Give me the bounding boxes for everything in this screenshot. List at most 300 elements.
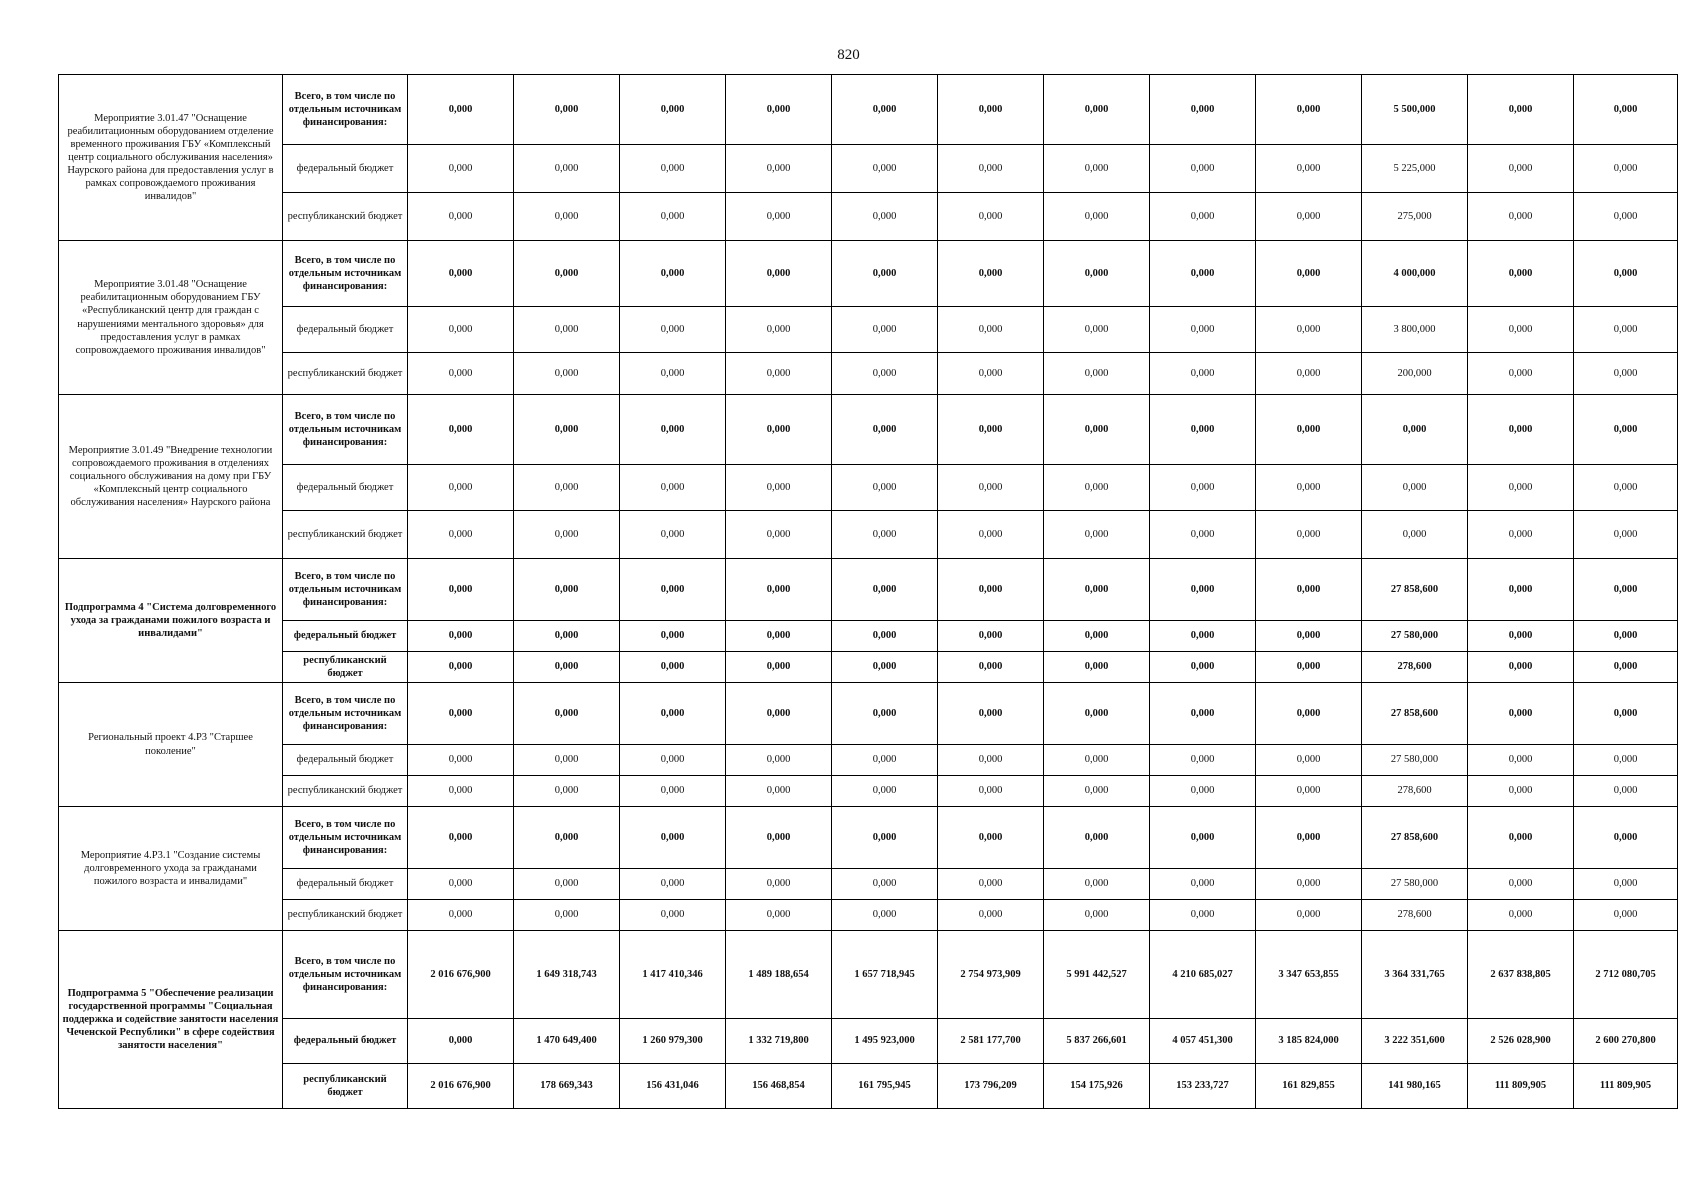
amount-cell: 278,600 (1362, 652, 1468, 683)
amount-cell: 0,000 (1256, 145, 1362, 193)
amount-cell: 3 364 331,765 (1362, 931, 1468, 1019)
amount-cell: 0,000 (1044, 145, 1150, 193)
amount-cell: 0,000 (1150, 621, 1256, 652)
amount-cell: 0,000 (832, 745, 938, 776)
amount-cell: 0,000 (938, 776, 1044, 807)
amount-cell: 0,000 (408, 776, 514, 807)
amount-cell: 0,000 (514, 241, 620, 307)
amount-cell: 2 581 177,700 (938, 1019, 1044, 1064)
page-number: 820 (837, 47, 860, 63)
amount-cell: 0,000 (1044, 511, 1150, 559)
amount-cell: 3 185 824,000 (1256, 1019, 1362, 1064)
amount-cell: 0,000 (1044, 193, 1150, 241)
amount-cell: 0,000 (408, 511, 514, 559)
amount-cell: 5 225,000 (1362, 145, 1468, 193)
amount-cell: 0,000 (726, 241, 832, 307)
amount-cell: 0,000 (726, 353, 832, 395)
amount-cell: 2 754 973,909 (938, 931, 1044, 1019)
amount-cell: 156 431,046 (620, 1064, 726, 1109)
amount-cell: 0,000 (938, 395, 1044, 465)
funding-source-cell: федеральный бюджет (283, 869, 408, 900)
amount-cell: 0,000 (514, 869, 620, 900)
amount-cell: 27 858,600 (1362, 683, 1468, 745)
amount-cell: 0,000 (1150, 465, 1256, 511)
amount-cell: 0,000 (408, 807, 514, 869)
program-name-cell: Мероприятие 3.01.49 "Внедрение технологии сопровождаемого проживания в отделениях социального обслуживания на дому при ГБУ «Комплексный центр социального обслуживания населения» Наурского района (59, 395, 283, 559)
amount-cell: 0,000 (938, 900, 1044, 931)
table-row (59, 559, 1678, 621)
amount-cell: 0,000 (726, 621, 832, 652)
amount-cell: 0,000 (1256, 900, 1362, 931)
amount-cell: 0,000 (1574, 869, 1678, 900)
funding-source-cell: республиканский бюджет (283, 193, 408, 241)
amount-cell: 0,000 (726, 307, 832, 353)
funding-source-cell: Всего, в том числе по отдельным источникам финансирования: (283, 75, 408, 145)
amount-cell: 0,000 (726, 193, 832, 241)
table-row (59, 621, 1678, 652)
amount-cell: 4 000,000 (1362, 241, 1468, 307)
amount-cell: 0,000 (1574, 621, 1678, 652)
amount-cell: 0,000 (1044, 241, 1150, 307)
amount-cell: 0,000 (1468, 307, 1574, 353)
amount-cell: 1 332 719,800 (726, 1019, 832, 1064)
amount-cell: 0,000 (408, 621, 514, 652)
amount-cell: 0,000 (1574, 465, 1678, 511)
amount-cell: 0,000 (408, 241, 514, 307)
amount-cell: 0,000 (832, 776, 938, 807)
amount-cell: 173 796,209 (938, 1064, 1044, 1109)
funding-source-cell: федеральный бюджет (283, 745, 408, 776)
amount-cell: 278,600 (1362, 900, 1468, 931)
amount-cell: 0,000 (620, 559, 726, 621)
amount-cell: 0,000 (1044, 900, 1150, 931)
amount-cell: 0,000 (514, 559, 620, 621)
amount-cell: 27 580,000 (1362, 745, 1468, 776)
amount-cell: 0,000 (726, 869, 832, 900)
amount-cell: 0,000 (938, 621, 1044, 652)
amount-cell: 0,000 (1468, 395, 1574, 465)
amount-cell: 141 980,165 (1362, 1064, 1468, 1109)
amount-cell: 3 222 351,600 (1362, 1019, 1468, 1064)
amount-cell: 0,000 (1044, 807, 1150, 869)
amount-cell: 0,000 (1256, 307, 1362, 353)
table-row (59, 465, 1678, 511)
amount-cell: 0,000 (1468, 241, 1574, 307)
amount-cell: 0,000 (1256, 559, 1362, 621)
funding-source-cell: республиканский бюджет (283, 900, 408, 931)
amount-cell: 0,000 (514, 807, 620, 869)
amount-cell: 0,000 (726, 807, 832, 869)
amount-cell: 0,000 (832, 193, 938, 241)
amount-cell: 1 470 649,400 (514, 1019, 620, 1064)
amount-cell: 0,000 (726, 75, 832, 145)
amount-cell: 0,000 (408, 745, 514, 776)
amount-cell: 0,000 (620, 193, 726, 241)
amount-cell: 0,000 (620, 75, 726, 145)
funding-source-cell: Всего, в том числе по отдельным источникам финансирования: (283, 683, 408, 745)
amount-cell: 0,000 (1150, 241, 1256, 307)
amount-cell: 0,000 (938, 745, 1044, 776)
amount-cell: 1 657 718,945 (832, 931, 938, 1019)
amount-cell: 0,000 (726, 652, 832, 683)
amount-cell: 154 175,926 (1044, 1064, 1150, 1109)
table-row (59, 193, 1678, 241)
table-row (59, 652, 1678, 683)
amount-cell: 0,000 (1044, 776, 1150, 807)
amount-cell: 0,000 (1150, 511, 1256, 559)
amount-cell: 0,000 (620, 241, 726, 307)
amount-cell: 0,000 (832, 559, 938, 621)
table-row (59, 807, 1678, 869)
funding-source-cell: республиканский бюджет (283, 511, 408, 559)
amount-cell: 0,000 (1468, 75, 1574, 145)
amount-cell: 0,000 (938, 145, 1044, 193)
amount-cell: 0,000 (1574, 511, 1678, 559)
table-row (59, 1019, 1678, 1064)
amount-cell: 0,000 (1150, 307, 1256, 353)
amount-cell: 0,000 (620, 652, 726, 683)
funding-source-cell: республиканский бюджет (283, 353, 408, 395)
amount-cell: 0,000 (1468, 900, 1574, 931)
amount-cell: 0,000 (1362, 511, 1468, 559)
amount-cell: 0,000 (726, 145, 832, 193)
amount-cell: 0,000 (514, 683, 620, 745)
amount-cell: 0,000 (1150, 683, 1256, 745)
amount-cell: 0,000 (514, 621, 620, 652)
table-row (59, 511, 1678, 559)
amount-cell: 0,000 (620, 745, 726, 776)
table-row (59, 745, 1678, 776)
amount-cell: 0,000 (726, 683, 832, 745)
amount-cell: 27 580,000 (1362, 869, 1468, 900)
amount-cell: 0,000 (408, 353, 514, 395)
amount-cell: 0,000 (938, 353, 1044, 395)
amount-cell: 153 233,727 (1150, 1064, 1256, 1109)
amount-cell: 0,000 (1150, 75, 1256, 145)
funding-source-cell: Всего, в том числе по отдельным источникам финансирования: (283, 241, 408, 307)
table-row (59, 900, 1678, 931)
amount-cell: 0,000 (1574, 145, 1678, 193)
amount-cell: 0,000 (1468, 353, 1574, 395)
amount-cell: 0,000 (1044, 307, 1150, 353)
amount-cell: 0,000 (832, 807, 938, 869)
amount-cell: 0,000 (1150, 745, 1256, 776)
amount-cell: 0,000 (1256, 745, 1362, 776)
amount-cell: 0,000 (1044, 683, 1150, 745)
program-name-cell: Мероприятие 3.01.47 "Оснащение реабилитационным оборудованием отделение временного проживания ГБУ «Комплексный центр социального обслуживания населения» Наурского района для предоставления услуг в рамках сопровождаемого проживания инвалидов" (59, 75, 283, 241)
amount-cell: 0,000 (1044, 559, 1150, 621)
amount-cell: 0,000 (1468, 683, 1574, 745)
amount-cell: 3 800,000 (1362, 307, 1468, 353)
amount-cell: 0,000 (514, 307, 620, 353)
amount-cell: 161 795,945 (832, 1064, 938, 1109)
funding-source-cell: Всего, в том числе по отдельным источникам финансирования: (283, 807, 408, 869)
amount-cell: 0,000 (620, 900, 726, 931)
amount-cell: 0,000 (514, 395, 620, 465)
amount-cell: 0,000 (620, 683, 726, 745)
amount-cell: 0,000 (620, 869, 726, 900)
amount-cell: 0,000 (1256, 869, 1362, 900)
amount-cell: 0,000 (1044, 395, 1150, 465)
amount-cell: 0,000 (1468, 652, 1574, 683)
amount-cell: 0,000 (408, 145, 514, 193)
amount-cell: 0,000 (1256, 241, 1362, 307)
amount-cell: 0,000 (408, 1019, 514, 1064)
amount-cell: 0,000 (938, 465, 1044, 511)
amount-cell: 0,000 (1256, 193, 1362, 241)
amount-cell: 0,000 (620, 395, 726, 465)
amount-cell: 0,000 (938, 559, 1044, 621)
table-row (59, 241, 1678, 307)
program-name-cell: Региональный проект 4.P3 "Старшее поколение" (59, 683, 283, 807)
amount-cell: 0,000 (1574, 307, 1678, 353)
amount-cell: 0,000 (514, 900, 620, 931)
amount-cell: 0,000 (1574, 683, 1678, 745)
funding-source-cell: Всего, в том числе по отдельным источникам финансирования: (283, 559, 408, 621)
funding-source-cell: федеральный бюджет (283, 145, 408, 193)
amount-cell: 156 468,854 (726, 1064, 832, 1109)
amount-cell: 2 526 028,900 (1468, 1019, 1574, 1064)
amount-cell: 1 495 923,000 (832, 1019, 938, 1064)
amount-cell: 0,000 (726, 745, 832, 776)
amount-cell: 0,000 (938, 807, 1044, 869)
amount-cell: 0,000 (514, 776, 620, 807)
amount-cell: 0,000 (832, 511, 938, 559)
amount-cell: 0,000 (726, 395, 832, 465)
amount-cell: 0,000 (832, 621, 938, 652)
amount-cell: 0,000 (1044, 745, 1150, 776)
amount-cell: 0,000 (832, 683, 938, 745)
table-row (59, 395, 1678, 465)
amount-cell: 0,000 (1362, 395, 1468, 465)
amount-cell: 0,000 (1044, 75, 1150, 145)
amount-cell: 0,000 (1574, 559, 1678, 621)
amount-cell: 4 210 685,027 (1150, 931, 1256, 1019)
funding-source-cell: федеральный бюджет (283, 621, 408, 652)
table-row (59, 931, 1678, 1019)
amount-cell: 0,000 (1468, 745, 1574, 776)
amount-cell: 5 837 266,601 (1044, 1019, 1150, 1064)
amount-cell: 0,000 (1150, 807, 1256, 869)
amount-cell: 0,000 (620, 353, 726, 395)
amount-cell: 0,000 (620, 776, 726, 807)
funding-source-cell: республиканский бюджет (283, 1064, 408, 1109)
amount-cell: 0,000 (514, 145, 620, 193)
amount-cell: 0,000 (938, 193, 1044, 241)
amount-cell: 0,000 (1150, 193, 1256, 241)
amount-cell: 0,000 (1468, 776, 1574, 807)
amount-cell: 0,000 (1468, 807, 1574, 869)
amount-cell: 0,000 (408, 307, 514, 353)
amount-cell: 0,000 (408, 465, 514, 511)
amount-cell: 0,000 (514, 193, 620, 241)
amount-cell: 0,000 (1574, 776, 1678, 807)
amount-cell: 0,000 (726, 776, 832, 807)
amount-cell: 0,000 (1468, 869, 1574, 900)
amount-cell: 0,000 (620, 621, 726, 652)
funding-source-cell: республиканский бюджет (283, 652, 408, 683)
amount-cell: 0,000 (1574, 745, 1678, 776)
amount-cell: 0,000 (620, 511, 726, 559)
amount-cell: 0,000 (408, 559, 514, 621)
amount-cell: 0,000 (1256, 652, 1362, 683)
amount-cell: 0,000 (408, 395, 514, 465)
amount-cell: 0,000 (832, 241, 938, 307)
amount-cell: 5 500,000 (1362, 75, 1468, 145)
amount-cell: 0,000 (408, 193, 514, 241)
amount-cell: 2 712 080,705 (1574, 931, 1678, 1019)
amount-cell: 0,000 (1468, 145, 1574, 193)
amount-cell: 2 016 676,900 (408, 1064, 514, 1109)
amount-cell: 0,000 (514, 353, 620, 395)
funding-source-cell: федеральный бюджет (283, 307, 408, 353)
amount-cell: 0,000 (408, 75, 514, 145)
amount-cell: 0,000 (620, 465, 726, 511)
amount-cell: 0,000 (514, 465, 620, 511)
table-row (59, 145, 1678, 193)
amount-cell: 0,000 (408, 900, 514, 931)
funding-source-cell: Всего, в том числе по отдельным источникам финансирования: (283, 395, 408, 465)
amount-cell: 0,000 (726, 559, 832, 621)
amount-cell: 0,000 (1574, 193, 1678, 241)
amount-cell: 0,000 (832, 465, 938, 511)
amount-cell: 0,000 (620, 307, 726, 353)
amount-cell: 0,000 (1044, 353, 1150, 395)
table-row (59, 683, 1678, 745)
amount-cell: 0,000 (1574, 353, 1678, 395)
amount-cell: 0,000 (514, 745, 620, 776)
amount-cell: 0,000 (1150, 776, 1256, 807)
amount-cell: 0,000 (408, 683, 514, 745)
amount-cell: 0,000 (1256, 683, 1362, 745)
amount-cell: 0,000 (1256, 465, 1362, 511)
table-row (59, 75, 1678, 145)
amount-cell: 0,000 (832, 869, 938, 900)
amount-cell: 2 600 270,800 (1574, 1019, 1678, 1064)
amount-cell: 0,000 (832, 145, 938, 193)
amount-cell: 0,000 (832, 395, 938, 465)
amount-cell: 0,000 (1150, 869, 1256, 900)
amount-cell: 0,000 (1044, 465, 1150, 511)
funding-source-cell: республиканский бюджет (283, 776, 408, 807)
amount-cell: 0,000 (1150, 652, 1256, 683)
amount-cell: 0,000 (1256, 395, 1362, 465)
amount-cell: 178 669,343 (514, 1064, 620, 1109)
amount-cell: 0,000 (620, 145, 726, 193)
table-row (59, 869, 1678, 900)
amount-cell: 0,000 (1574, 395, 1678, 465)
amount-cell: 0,000 (1150, 145, 1256, 193)
amount-cell: 0,000 (1362, 465, 1468, 511)
amount-cell: 161 829,855 (1256, 1064, 1362, 1109)
amount-cell: 0,000 (1256, 353, 1362, 395)
amount-cell: 0,000 (938, 307, 1044, 353)
amount-cell: 0,000 (1044, 621, 1150, 652)
amount-cell: 0,000 (1044, 869, 1150, 900)
amount-cell: 27 858,600 (1362, 807, 1468, 869)
amount-cell: 0,000 (1468, 465, 1574, 511)
amount-cell: 0,000 (1468, 193, 1574, 241)
amount-cell: 0,000 (1574, 652, 1678, 683)
amount-cell: 1 649 318,743 (514, 931, 620, 1019)
amount-cell: 111 809,905 (1574, 1064, 1678, 1109)
amount-cell: 1 489 188,654 (726, 931, 832, 1019)
table-row (59, 1064, 1678, 1109)
amount-cell: 3 347 653,855 (1256, 931, 1362, 1019)
budget-table (58, 74, 1678, 1109)
amount-cell: 2 016 676,900 (408, 931, 514, 1019)
amount-cell: 1 417 410,346 (620, 931, 726, 1019)
funding-source-cell: федеральный бюджет (283, 1019, 408, 1064)
amount-cell: 0,000 (726, 511, 832, 559)
amount-cell: 0,000 (514, 75, 620, 145)
amount-cell: 0,000 (938, 241, 1044, 307)
amount-cell: 0,000 (1574, 807, 1678, 869)
amount-cell: 0,000 (1468, 559, 1574, 621)
amount-cell: 200,000 (1362, 353, 1468, 395)
amount-cell: 275,000 (1362, 193, 1468, 241)
amount-cell: 0,000 (1574, 75, 1678, 145)
amount-cell: 0,000 (1150, 559, 1256, 621)
funding-source-cell: Всего, в том числе по отдельным источникам финансирования: (283, 931, 408, 1019)
amount-cell: 0,000 (1044, 652, 1150, 683)
amount-cell: 0,000 (514, 652, 620, 683)
amount-cell: 0,000 (1468, 511, 1574, 559)
table-row (59, 353, 1678, 395)
amount-cell: 4 057 451,300 (1150, 1019, 1256, 1064)
amount-cell: 0,000 (408, 652, 514, 683)
amount-cell: 0,000 (938, 511, 1044, 559)
amount-cell: 111 809,905 (1468, 1064, 1574, 1109)
amount-cell: 0,000 (408, 869, 514, 900)
amount-cell: 0,000 (1256, 621, 1362, 652)
amount-cell: 0,000 (1150, 900, 1256, 931)
amount-cell: 0,000 (1256, 75, 1362, 145)
amount-cell: 5 991 442,527 (1044, 931, 1150, 1019)
amount-cell: 0,000 (938, 75, 1044, 145)
amount-cell: 0,000 (1150, 395, 1256, 465)
amount-cell: 27 580,000 (1362, 621, 1468, 652)
amount-cell: 0,000 (726, 465, 832, 511)
program-name-cell: Подпрограмма 4 "Система долговременного ухода за гражданами пожилого возраста и инвалидами" (59, 559, 283, 683)
funding-source-cell: федеральный бюджет (283, 465, 408, 511)
program-name-cell: Мероприятие 3.01.48 "Оснащение реабилитационным оборудованием ГБУ «Республиканский центр для граждан с нарушениями ментального здоровья» для предоставления услуг в рамках сопровождаемого проживания инвалидов" (59, 241, 283, 395)
amount-cell: 0,000 (832, 900, 938, 931)
amount-cell: 0,000 (620, 807, 726, 869)
amount-cell: 27 858,600 (1362, 559, 1468, 621)
amount-cell: 0,000 (1574, 241, 1678, 307)
amount-cell: 0,000 (1468, 621, 1574, 652)
amount-cell: 0,000 (832, 75, 938, 145)
amount-cell: 0,000 (938, 683, 1044, 745)
table-row (59, 307, 1678, 353)
amount-cell: 0,000 (938, 652, 1044, 683)
amount-cell: 0,000 (1256, 807, 1362, 869)
amount-cell: 0,000 (938, 869, 1044, 900)
amount-cell: 2 637 838,805 (1468, 931, 1574, 1019)
amount-cell: 0,000 (832, 307, 938, 353)
amount-cell: 0,000 (726, 900, 832, 931)
amount-cell: 0,000 (832, 353, 938, 395)
amount-cell: 0,000 (514, 511, 620, 559)
table-row (59, 776, 1678, 807)
amount-cell: 0,000 (832, 652, 938, 683)
program-name-cell: Подпрограмма 5 "Обеспечение реализации государственной программы "Социальная поддержка и содействие занятости населения Чеченской Республики" в сфере содействия занятости населения" (59, 931, 283, 1109)
amount-cell: 1 260 979,300 (620, 1019, 726, 1064)
amount-cell: 0,000 (1256, 511, 1362, 559)
program-name-cell: Мероприятие 4.P3.1 "Создание системы долговременного ухода за гражданами пожилого возраста и инвалидами" (59, 807, 283, 931)
amount-cell: 0,000 (1150, 353, 1256, 395)
